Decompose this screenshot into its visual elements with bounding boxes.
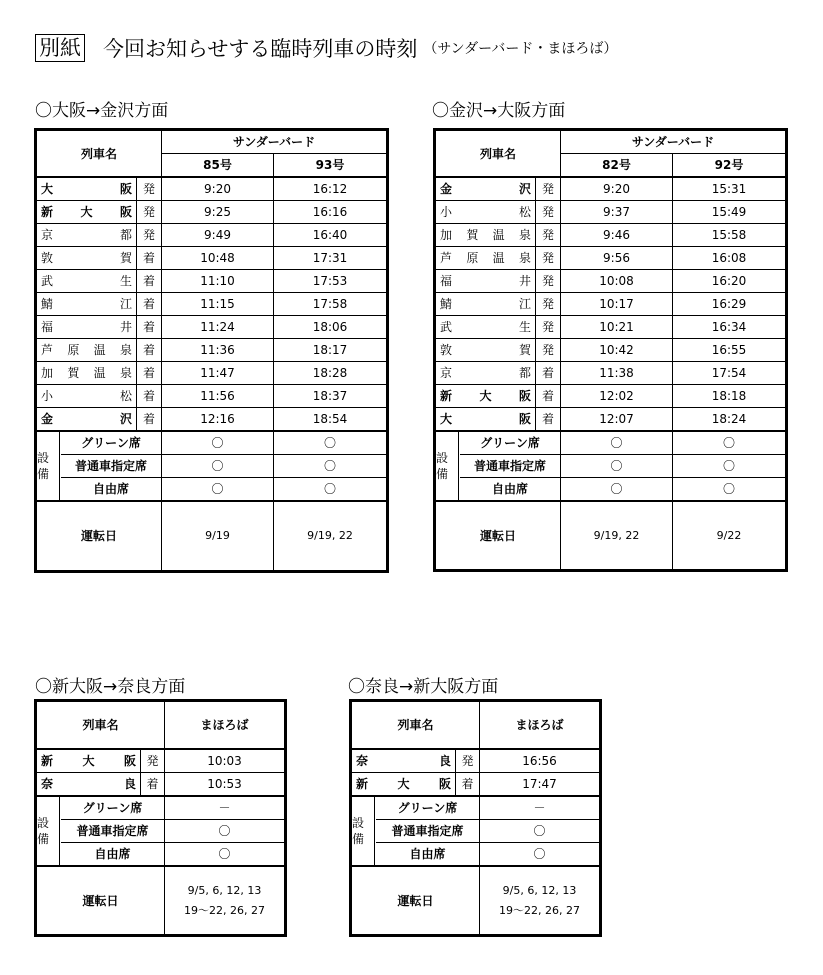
facility-label: 普通車指定席 <box>460 454 560 477</box>
time-cell: 17:53 <box>274 270 387 293</box>
time-cell: 15:31 <box>673 177 786 201</box>
facility-labels <box>460 432 560 500</box>
facilities-char: 備 <box>436 467 449 481</box>
facility-value: 〇 <box>165 843 285 867</box>
facility-value: 〇 <box>561 431 673 455</box>
facility-value: 〇 <box>673 478 786 502</box>
facility-value: 〇 <box>165 820 285 843</box>
facilities-vertical-label <box>436 432 459 500</box>
facility-label: グリーン席 <box>81 436 141 450</box>
time-cell: 9:20 <box>162 177 274 201</box>
arr-dep-marker: 着 <box>137 316 162 339</box>
table-row <box>436 316 786 339</box>
table-row <box>37 773 285 797</box>
station-name: 福井 <box>436 270 536 293</box>
table-row <box>436 362 786 385</box>
operating-days <box>165 866 285 935</box>
arr-dep-marker: 着 <box>536 385 561 408</box>
arr-dep-marker: 発 <box>137 224 162 247</box>
station-name: 敦賀 <box>436 339 536 362</box>
operating-days-line: 19～22, 26, 27 <box>184 903 265 917</box>
time-cell: 16:40 <box>274 224 387 247</box>
time-cell: 11:24 <box>162 316 274 339</box>
time-cell: 16:56 <box>480 749 600 773</box>
service-name: まほろば <box>480 702 600 750</box>
arr-dep-marker: 発 <box>137 201 162 224</box>
train-name-label: 列車名 <box>37 131 162 178</box>
facility-label: 普通車指定席 <box>61 454 161 477</box>
time-cell: 17:54 <box>673 362 786 385</box>
facility-label: 自由席 <box>61 477 161 500</box>
table-row <box>436 339 786 362</box>
time-cell: 17:31 <box>274 247 387 270</box>
time-cell: 17:47 <box>480 773 600 797</box>
facilities-char: 備 <box>352 832 365 846</box>
station-name: 武生 <box>436 316 536 339</box>
timetable-kanazawa-osaka <box>435 130 786 570</box>
table-row <box>37 316 387 339</box>
arr-dep-marker: 着 <box>536 362 561 385</box>
facility-label: 普通車指定席 <box>376 819 479 842</box>
station-name: 大阪 <box>37 177 137 201</box>
station-name: 加賀温泉 <box>436 224 536 247</box>
time-cell: 10:03 <box>165 749 285 773</box>
train-number: 93号 <box>274 154 387 178</box>
facility-value: － <box>480 796 600 820</box>
facility-value: 〇 <box>673 455 786 478</box>
time-cell: 16:55 <box>673 339 786 362</box>
table-row <box>352 773 600 797</box>
facility-value: 〇 <box>162 478 274 502</box>
operating-days: 9/22 <box>673 501 786 570</box>
train-name-label: 列車名 <box>352 702 480 750</box>
time-cell: 10:17 <box>561 293 673 316</box>
facility-labels <box>61 797 164 865</box>
train-number: 92号 <box>673 154 786 178</box>
arr-dep-marker: 発 <box>536 177 561 201</box>
facilities-char: 設 <box>37 451 50 465</box>
facility-value: 〇 <box>274 478 387 502</box>
train-number: 82号 <box>561 154 673 178</box>
facility-row <box>352 796 600 820</box>
facility-value: 〇 <box>162 431 274 455</box>
operating-days: 9/19 <box>162 501 274 570</box>
arr-dep-marker: 発 <box>456 749 480 773</box>
arr-dep-marker: 着 <box>141 773 165 797</box>
attachment-label: 別紙 <box>35 34 85 62</box>
table-row <box>37 749 285 773</box>
operating-days-label: 運転日 <box>352 866 480 935</box>
facility-label: 自由席 <box>376 842 479 865</box>
time-cell: 18:18 <box>673 385 786 408</box>
facilities-char: 設 <box>37 816 50 830</box>
arr-dep-marker: 発 <box>141 749 165 773</box>
facility-value: 〇 <box>561 455 673 478</box>
section-heading-shinosaka-nara: 〇新大阪→奈良方面 <box>35 677 186 697</box>
arr-dep-marker: 発 <box>536 293 561 316</box>
time-cell: 9:49 <box>162 224 274 247</box>
station-name: 小松 <box>37 385 137 408</box>
time-cell: 18:54 <box>274 408 387 432</box>
table-row <box>37 362 387 385</box>
time-cell: 15:49 <box>673 201 786 224</box>
table-row <box>436 385 786 408</box>
service-name: まほろば <box>165 702 285 750</box>
time-cell: 11:36 <box>162 339 274 362</box>
time-cell: 12:02 <box>561 385 673 408</box>
facilities-group-label <box>37 431 162 501</box>
facilities-group-label <box>436 431 561 501</box>
arr-dep-marker: 着 <box>536 408 561 432</box>
time-cell: 16:08 <box>673 247 786 270</box>
arr-dep-marker: 着 <box>456 773 480 797</box>
facility-label: 普通車指定席 <box>61 819 164 842</box>
arr-dep-marker: 着 <box>137 408 162 432</box>
time-cell: 11:38 <box>561 362 673 385</box>
arr-dep-marker: 着 <box>137 362 162 385</box>
arr-dep-marker: 発 <box>536 201 561 224</box>
station-name: 金沢 <box>436 177 536 201</box>
time-cell: 9:56 <box>561 247 673 270</box>
station-name: 新大阪 <box>37 201 137 224</box>
time-cell: 9:20 <box>561 177 673 201</box>
facility-label: 自由席 <box>61 842 164 865</box>
station-name: 敦賀 <box>37 247 137 270</box>
arr-dep-marker: 発 <box>536 247 561 270</box>
table-row <box>436 201 786 224</box>
section-heading-kanazawa-osaka: 〇金沢→大阪方面 <box>432 101 566 121</box>
arr-dep-marker: 発 <box>536 224 561 247</box>
table-row <box>37 224 387 247</box>
facility-value: 〇 <box>274 455 387 478</box>
facilities-group-label <box>37 796 165 866</box>
page-title: 今回お知らせする臨時列車の時刻 <box>103 37 418 61</box>
facility-labels <box>61 432 161 500</box>
arr-dep-marker: 発 <box>137 177 162 201</box>
time-cell: 10:42 <box>561 339 673 362</box>
arr-dep-marker: 着 <box>137 270 162 293</box>
time-cell: 11:15 <box>162 293 274 316</box>
facility-label: 自由席 <box>460 477 560 500</box>
facility-label: グリーン席 <box>397 801 458 815</box>
time-cell: 11:10 <box>162 270 274 293</box>
table-row <box>436 270 786 293</box>
facility-value: 〇 <box>561 478 673 502</box>
station-name: 鯖江 <box>436 293 536 316</box>
station-name: 新大阪 <box>352 773 456 797</box>
operating-days-line: 9/5, 6, 12, 13 <box>187 883 262 897</box>
table-row <box>37 293 387 316</box>
facility-value: 〇 <box>480 843 600 867</box>
arr-dep-marker: 着 <box>137 339 162 362</box>
facility-value: － <box>165 796 285 820</box>
table-row <box>436 293 786 316</box>
time-cell: 18:17 <box>274 339 387 362</box>
facilities-char: 備 <box>37 832 50 846</box>
table-row <box>436 247 786 270</box>
station-name: 京都 <box>37 224 137 247</box>
station-name: 福井 <box>37 316 137 339</box>
station-name: 加賀温泉 <box>37 362 137 385</box>
facility-label: グリーン席 <box>480 436 540 450</box>
time-cell: 16:29 <box>673 293 786 316</box>
time-cell: 9:46 <box>561 224 673 247</box>
table-row <box>37 247 387 270</box>
facility-value: 〇 <box>274 431 387 455</box>
operating-days-label: 運転日 <box>436 501 561 570</box>
time-cell: 12:16 <box>162 408 274 432</box>
operating-days-label: 運転日 <box>37 501 162 570</box>
facilities-char: 設 <box>352 816 365 830</box>
time-cell: 15:58 <box>673 224 786 247</box>
time-cell: 9:37 <box>561 201 673 224</box>
facility-row <box>37 796 285 820</box>
time-cell: 10:08 <box>561 270 673 293</box>
table-row <box>37 408 387 432</box>
facilities-vertical-label <box>37 432 60 500</box>
time-cell: 18:24 <box>673 408 786 432</box>
service-name: サンダーバード <box>561 131 786 154</box>
page-subtitle: （サンダーバード・まほろば） <box>423 41 618 57</box>
train-number: 85号 <box>162 154 274 178</box>
station-name: 金沢 <box>37 408 137 432</box>
station-name: 奈良 <box>37 773 141 797</box>
time-cell: 11:56 <box>162 385 274 408</box>
arr-dep-marker: 着 <box>137 293 162 316</box>
time-cell: 12:07 <box>561 408 673 432</box>
facility-value: 〇 <box>673 431 786 455</box>
time-cell: 18:28 <box>274 362 387 385</box>
facility-row <box>436 431 786 455</box>
time-cell: 10:53 <box>165 773 285 797</box>
station-name: 武生 <box>37 270 137 293</box>
document-header <box>35 32 617 64</box>
operating-days: 9/19, 22 <box>274 501 387 570</box>
operating-days-line: 19～22, 26, 27 <box>499 903 580 917</box>
facility-value: 〇 <box>162 455 274 478</box>
facilities-group-label <box>352 796 480 866</box>
station-name: 芦原温泉 <box>37 339 137 362</box>
facility-value: 〇 <box>480 820 600 843</box>
table-row <box>37 201 387 224</box>
time-cell: 17:58 <box>274 293 387 316</box>
station-name: 奈良 <box>352 749 456 773</box>
timetable-shinosaka-nara <box>36 701 285 935</box>
time-cell: 18:37 <box>274 385 387 408</box>
time-cell: 11:47 <box>162 362 274 385</box>
arr-dep-marker: 発 <box>536 316 561 339</box>
train-name-label: 列車名 <box>37 702 165 750</box>
table-row <box>436 224 786 247</box>
station-name: 芦原温泉 <box>436 247 536 270</box>
station-name: 鯖江 <box>37 293 137 316</box>
section-heading-osaka-kanazawa: 〇大阪→金沢方面 <box>35 101 169 121</box>
station-name: 新大阪 <box>37 749 141 773</box>
station-name: 新大阪 <box>436 385 536 408</box>
facilities-vertical-label <box>352 797 375 865</box>
table-row <box>37 385 387 408</box>
time-cell: 16:34 <box>673 316 786 339</box>
facilities-vertical-label <box>37 797 60 865</box>
facilities-char: 備 <box>37 467 50 481</box>
table-row <box>37 177 387 201</box>
table-row <box>436 408 786 432</box>
time-cell: 16:12 <box>274 177 387 201</box>
table-row <box>37 270 387 293</box>
table-row <box>436 177 786 201</box>
time-cell: 16:16 <box>274 201 387 224</box>
table-row <box>37 339 387 362</box>
service-name: サンダーバード <box>162 131 387 154</box>
table-row <box>352 749 600 773</box>
station-name: 京都 <box>436 362 536 385</box>
arr-dep-marker: 着 <box>137 247 162 270</box>
station-name: 大阪 <box>436 408 536 432</box>
time-cell: 9:25 <box>162 201 274 224</box>
operating-days: 9/19, 22 <box>561 501 673 570</box>
timetable-osaka-kanazawa <box>36 130 387 571</box>
time-cell: 10:21 <box>561 316 673 339</box>
arr-dep-marker: 発 <box>536 339 561 362</box>
time-cell: 10:48 <box>162 247 274 270</box>
time-cell: 16:20 <box>673 270 786 293</box>
station-name: 小松 <box>436 201 536 224</box>
facility-label: グリーン席 <box>82 801 143 815</box>
section-heading-nara-shinosaka: 〇奈良→新大阪方面 <box>348 677 499 697</box>
operating-days-line: 9/5, 6, 12, 13 <box>502 883 577 897</box>
timetable-nara-shinosaka <box>351 701 600 935</box>
time-cell: 18:06 <box>274 316 387 339</box>
operating-days-label: 運転日 <box>37 866 165 935</box>
arr-dep-marker: 発 <box>536 270 561 293</box>
operating-days <box>480 866 600 935</box>
train-name-label: 列車名 <box>436 131 561 178</box>
facility-row <box>37 431 387 455</box>
facility-labels <box>376 797 479 865</box>
facilities-char: 設 <box>436 451 449 465</box>
arr-dep-marker: 着 <box>137 385 162 408</box>
